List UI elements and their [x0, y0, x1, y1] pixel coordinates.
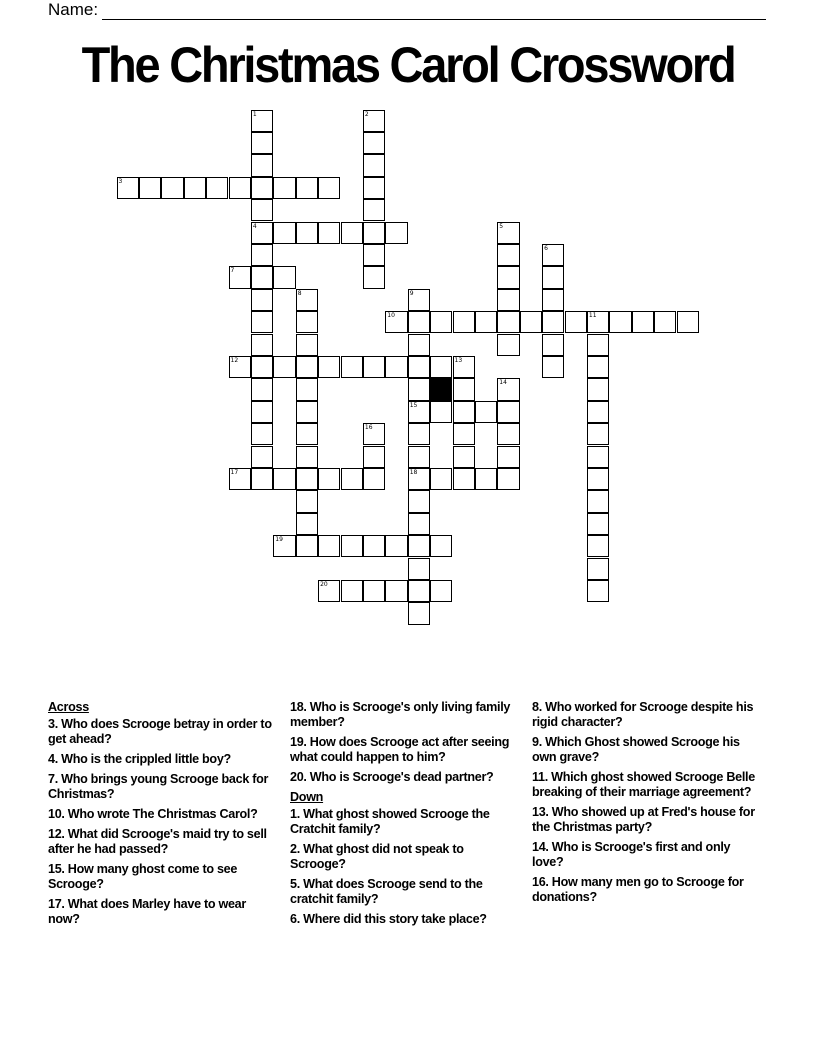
grid-cell[interactable]: [587, 558, 609, 580]
grid-cell[interactable]: [408, 401, 430, 423]
clue-number-label: 9: [409, 289, 414, 297]
clue-item: [48, 772, 278, 802]
grid-cell[interactable]: [363, 266, 385, 288]
grid-cell[interactable]: [318, 580, 340, 602]
grid-cell[interactable]: [587, 513, 609, 535]
grid-cell[interactable]: [296, 446, 318, 468]
grid-cell[interactable]: [542, 289, 564, 311]
grid-cell[interactable]: [385, 311, 407, 333]
grid-cell[interactable]: [296, 468, 318, 490]
clue-text: Who is Scrooge's only living family member?: [290, 700, 511, 729]
grid-cell[interactable]: [341, 580, 363, 602]
grid-cell[interactable]: [296, 177, 318, 199]
grid-cell[interactable]: [632, 311, 654, 333]
grid-cell[interactable]: [587, 468, 609, 490]
clue-item: [532, 840, 757, 870]
grid-cell[interactable]: [475, 468, 497, 490]
grid-cell[interactable]: [430, 401, 452, 423]
grid-cell[interactable]: [251, 356, 273, 378]
clue-number-label: 16: [364, 424, 373, 432]
grid-cell[interactable]: [251, 334, 273, 356]
clue-text: What ghost showed Scrooge the Cratchit family?: [290, 807, 490, 836]
grid-cell[interactable]: [497, 334, 519, 356]
grid-cell[interactable]: [430, 356, 452, 378]
grid-cell[interactable]: [497, 446, 519, 468]
grid-cell[interactable]: [296, 289, 318, 311]
clue-number-label: 3: [118, 177, 123, 185]
grid-cell[interactable]: [363, 154, 385, 176]
grid-cell[interactable]: [385, 222, 407, 244]
clue-item: [48, 827, 278, 857]
clue-text: Who wrote The Christmas Carol?: [64, 807, 258, 821]
clue-item: [48, 897, 278, 927]
grid-cell[interactable]: [408, 311, 430, 333]
grid-cell[interactable]: [318, 535, 340, 557]
clue-item: [48, 752, 278, 767]
grid-cell[interactable]: [453, 356, 475, 378]
grid-cell[interactable]: [318, 222, 340, 244]
clue-number: 18.: [290, 700, 307, 714]
grid-cell[interactable]: [296, 423, 318, 445]
clue-number-label: 15: [409, 401, 418, 409]
clue-number: 14.: [532, 840, 549, 854]
grid-cell[interactable]: [497, 222, 519, 244]
clue-text: Who showed up at Fred's house for the Christmas party?: [532, 805, 755, 834]
clue-number: 15.: [48, 862, 65, 876]
grid-cell[interactable]: [318, 177, 340, 199]
grid-cell[interactable]: [587, 580, 609, 602]
clue-number-label: 8: [297, 289, 302, 297]
clue-number: 11.: [532, 770, 548, 784]
grid-cell[interactable]: [408, 558, 430, 580]
grid-cell[interactable]: [318, 356, 340, 378]
clue-number: 19.: [290, 735, 307, 749]
clue-item: [532, 770, 757, 800]
grid-cell[interactable]: [385, 580, 407, 602]
clue-number: 6.: [290, 912, 300, 926]
grid-cell[interactable]: [363, 222, 385, 244]
grid-cell[interactable]: [408, 289, 430, 311]
grid-cell[interactable]: [251, 222, 273, 244]
clue-number-label: 12: [230, 356, 239, 364]
clue-text: Who is Scrooge's first and only love?: [532, 840, 731, 869]
grid-cell[interactable]: [296, 311, 318, 333]
grid-block-cell: [430, 378, 452, 400]
grid-cell[interactable]: [542, 334, 564, 356]
clue-number: 17.: [48, 897, 65, 911]
grid-cell[interactable]: [587, 490, 609, 512]
grid-cell[interactable]: [497, 423, 519, 445]
clue-number-label: 17: [230, 468, 239, 476]
grid-cell[interactable]: [296, 222, 318, 244]
clue-text: How many ghost come to see Scrooge?: [48, 862, 238, 891]
clue-text: Who does Scrooge betray in order to get ahead?: [48, 717, 272, 746]
grid-cell[interactable]: [587, 535, 609, 557]
grid-cell[interactable]: [587, 356, 609, 378]
grid-cell[interactable]: [273, 266, 295, 288]
clue-text: Which ghost showed Scrooge Belle breaking of their marriage agreement?: [532, 770, 755, 799]
grid-cell[interactable]: [296, 334, 318, 356]
grid-cell[interactable]: [475, 311, 497, 333]
grid-cell[interactable]: [453, 468, 475, 490]
grid-cell[interactable]: [229, 266, 251, 288]
grid-cell[interactable]: [251, 244, 273, 266]
grid-cell[interactable]: [296, 535, 318, 557]
grid-cell[interactable]: [251, 401, 273, 423]
grid-cell[interactable]: [587, 311, 609, 333]
grid-cell[interactable]: [408, 356, 430, 378]
grid-cell[interactable]: [408, 334, 430, 356]
grid-cell[interactable]: [587, 401, 609, 423]
clue-text: Who is Scrooge's dead partner?: [306, 770, 494, 784]
grid-cell[interactable]: [184, 177, 206, 199]
grid-cell[interactable]: [229, 177, 251, 199]
grid-cell[interactable]: [363, 132, 385, 154]
grid-cell[interactable]: [341, 468, 363, 490]
clue-text: Who is the crippled little boy?: [57, 752, 231, 766]
clue-number-label: 18: [409, 468, 418, 476]
grid-cell[interactable]: [408, 602, 430, 624]
grid-cell[interactable]: [453, 378, 475, 400]
clue-text: Who brings young Scrooge back for Christmas?: [48, 772, 269, 801]
grid-cell[interactable]: [251, 177, 273, 199]
clue-number: 9.: [532, 735, 542, 749]
grid-cell[interactable]: [587, 334, 609, 356]
grid-cell[interactable]: [565, 311, 587, 333]
grid-cell[interactable]: [542, 244, 564, 266]
grid-cell[interactable]: [363, 446, 385, 468]
grid-cell[interactable]: [296, 513, 318, 535]
grid-cell[interactable]: [542, 311, 564, 333]
clue-number: 8.: [532, 700, 542, 714]
grid-cell[interactable]: [273, 222, 295, 244]
grid-cell[interactable]: [363, 356, 385, 378]
clue-number: 2.: [290, 842, 300, 856]
grid-cell[interactable]: [273, 535, 295, 557]
clue-text: How does Scrooge act after seeing what could happen to him?: [290, 735, 510, 764]
clue-heading-across: Across: [48, 700, 89, 714]
clue-number: 4.: [48, 752, 58, 766]
grid-cell[interactable]: [341, 222, 363, 244]
clue-number: 12.: [48, 827, 65, 841]
grid-cell[interactable]: [251, 110, 273, 132]
grid-cell[interactable]: [363, 580, 385, 602]
clue-text: What did Scrooge's maid try to sell after he had passed?: [48, 827, 267, 856]
grid-cell[interactable]: [408, 423, 430, 445]
grid-cell[interactable]: [520, 311, 542, 333]
clue-column-2: [290, 700, 520, 932]
grid-cell[interactable]: [497, 468, 519, 490]
grid-cell[interactable]: [587, 423, 609, 445]
clue-text: Who worked for Scrooge despite his rigid character?: [532, 700, 754, 729]
clue-item: [290, 877, 520, 907]
grid-cell[interactable]: [677, 311, 699, 333]
grid-cell[interactable]: [430, 468, 452, 490]
clue-item: [290, 842, 520, 872]
clue-item: [290, 770, 520, 785]
grid-cell[interactable]: [609, 311, 631, 333]
grid-cell[interactable]: [430, 535, 452, 557]
clue-column-3: [532, 700, 757, 910]
clue-number: 3.: [48, 717, 58, 731]
grid-cell[interactable]: [251, 468, 273, 490]
clue-number: 20.: [290, 770, 307, 784]
grid-cell[interactable]: [296, 401, 318, 423]
grid-cell[interactable]: [363, 177, 385, 199]
clue-number-label: 20: [320, 580, 328, 588]
grid-cell[interactable]: [475, 401, 497, 423]
clue-item: [290, 735, 520, 765]
grid-cell[interactable]: [341, 535, 363, 557]
clue-item: [532, 735, 757, 765]
grid-cell[interactable]: [273, 177, 295, 199]
clue-number-label: 7: [230, 267, 235, 275]
grid-cell[interactable]: [497, 266, 519, 288]
grid-cell[interactable]: [497, 311, 519, 333]
clue-text: What ghost did not speak to Scrooge?: [290, 842, 464, 871]
grid-cell[interactable]: [363, 199, 385, 221]
clue-text: How many men go to Scrooge for donations?: [532, 875, 744, 904]
clue-number: 13.: [532, 805, 549, 819]
clue-number: 16.: [532, 875, 549, 889]
clue-number-label: 19: [275, 536, 283, 544]
grid-cell[interactable]: [296, 378, 318, 400]
grid-cell[interactable]: [408, 468, 430, 490]
clue-heading-down: Down: [290, 790, 324, 804]
grid-cell[interactable]: [497, 289, 519, 311]
clue-text: Which Ghost showed Scrooge his own grave?: [532, 735, 740, 764]
grid-cell[interactable]: [654, 311, 676, 333]
grid-cell[interactable]: [139, 177, 161, 199]
clue-number-label: 2: [364, 110, 369, 118]
grid-cell[interactable]: [229, 356, 251, 378]
clue-item: [532, 700, 757, 730]
clue-text: Where did this story take place?: [299, 912, 487, 926]
grid-cell[interactable]: [251, 446, 273, 468]
clue-number-label: 14: [499, 379, 507, 387]
clue-number-label: 13: [454, 356, 463, 364]
clue-item: [290, 700, 520, 730]
clue-text: What does Scrooge send to the cratchit family?: [290, 877, 483, 906]
grid-cell[interactable]: [497, 244, 519, 266]
clue-number-label: 1: [252, 110, 257, 118]
page-title: The Christmas Carol Crossword: [81, 37, 735, 93]
grid-cell[interactable]: [251, 378, 273, 400]
grid-cell[interactable]: [229, 468, 251, 490]
clue-item: [48, 807, 278, 822]
grid-cell[interactable]: [542, 266, 564, 288]
grid-cell[interactable]: [408, 513, 430, 535]
grid-cell[interactable]: [430, 311, 452, 333]
grid-cell[interactable]: [497, 401, 519, 423]
clue-number: 7.: [48, 772, 58, 786]
clue-number: 1.: [290, 807, 300, 821]
grid-cell[interactable]: [408, 378, 430, 400]
clue-item: [532, 805, 757, 835]
grid-cell[interactable]: [363, 468, 385, 490]
clue-item: [532, 875, 757, 905]
grid-cell[interactable]: [296, 356, 318, 378]
grid-cell[interactable]: [251, 423, 273, 445]
grid-cell[interactable]: [430, 580, 452, 602]
grid-cell[interactable]: [453, 423, 475, 445]
grid-cell[interactable]: [273, 468, 295, 490]
grid-cell[interactable]: [542, 356, 564, 378]
grid-cell[interactable]: [341, 356, 363, 378]
clue-item: [290, 807, 520, 837]
grid-cell[interactable]: [453, 311, 475, 333]
grid-cell[interactable]: [587, 378, 609, 400]
grid-cell[interactable]: [587, 446, 609, 468]
grid-cell[interactable]: [251, 266, 273, 288]
grid-cell[interactable]: [363, 535, 385, 557]
grid-cell[interactable]: [318, 468, 340, 490]
clue-number-label: 4: [252, 222, 257, 230]
clue-item: [48, 862, 278, 892]
grid-cell[interactable]: [251, 154, 273, 176]
grid-cell[interactable]: [385, 356, 407, 378]
grid-cell[interactable]: [408, 490, 430, 512]
clue-number-label: 5: [499, 222, 504, 230]
grid-cell[interactable]: [497, 378, 519, 400]
clue-item: [48, 717, 278, 747]
name-label: Name:: [48, 0, 99, 19]
clue-text: What does Marley have to wear now?: [48, 897, 246, 926]
grid-cell[interactable]: [363, 110, 385, 132]
clue-number: 10.: [48, 807, 65, 821]
clue-number: 5.: [290, 877, 300, 891]
clue-number-label: 6: [544, 244, 548, 252]
grid-cell[interactable]: [273, 356, 295, 378]
grid-cell[interactable]: [117, 177, 139, 199]
grid-cell[interactable]: [296, 490, 318, 512]
grid-cell[interactable]: [206, 177, 228, 199]
grid-cell[interactable]: [251, 132, 273, 154]
grid-cell[interactable]: [408, 535, 430, 557]
grid-cell[interactable]: [251, 311, 273, 333]
clue-column-1: [48, 700, 278, 932]
grid-cell[interactable]: [385, 535, 407, 557]
grid-cell[interactable]: [453, 446, 475, 468]
grid-cell[interactable]: [251, 199, 273, 221]
grid-cell[interactable]: [453, 401, 475, 423]
grid-cell[interactable]: [408, 580, 430, 602]
clue-number-label: 10: [387, 312, 395, 320]
grid-cell[interactable]: [161, 177, 183, 199]
clue-item: [290, 912, 520, 927]
clue-number-label: 11: [588, 312, 597, 320]
grid-cell[interactable]: [363, 423, 385, 445]
grid-cell[interactable]: [251, 289, 273, 311]
grid-cell[interactable]: [363, 244, 385, 266]
grid-cell[interactable]: [408, 446, 430, 468]
